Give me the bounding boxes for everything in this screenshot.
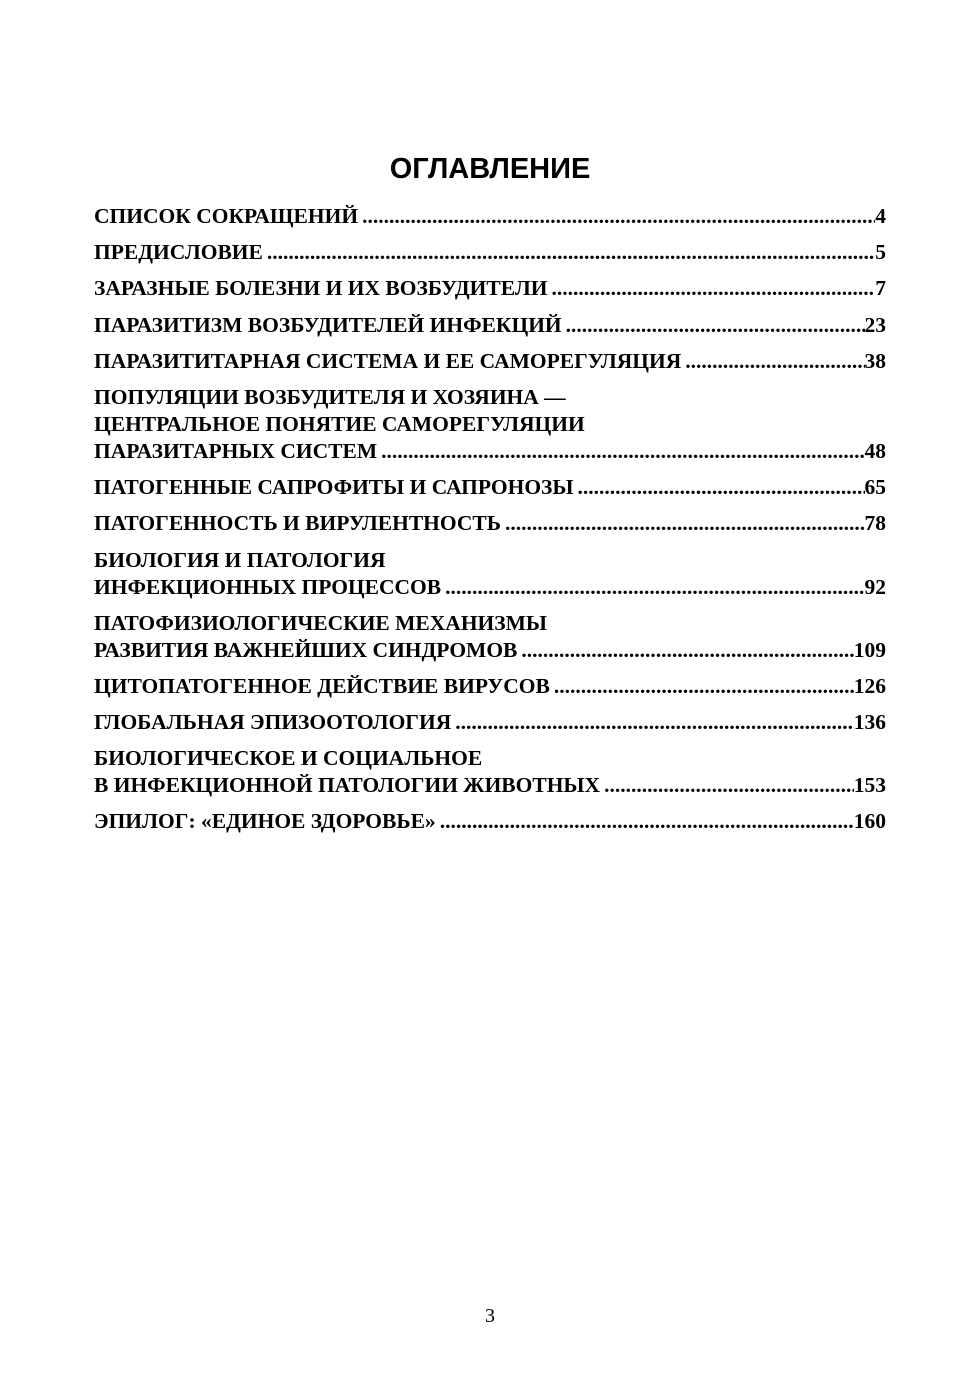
toc-entry-title: ЗАРАЗНЫЕ БОЛЕЗНИ И ИХ ВОЗБУДИТЕЛИ [94,276,548,301]
dot-leader [562,312,865,339]
page-number: 3 [485,1305,495,1327]
toc-entry[interactable] [94,808,886,835]
toc-entry-title: РАЗВИТИЯ ВАЖНЕЙШИХ СИНДРОМОВ [94,637,518,662]
toc-entry[interactable] [94,474,886,501]
toc-entry-page-number: 109 [853,637,886,662]
dot-leader [451,709,854,736]
toc-entry-page-number: 5 [875,240,886,265]
toc-entry-title: ПАТОГЕННЫЕ САПРОФИТЫ И САПРОНОЗЫ [94,475,574,500]
toc-entry-title: ЦИТОПАТОГЕННОЕ ДЕЙСТВИЕ ВИРУСОВ [94,673,550,698]
toc-entry-title: ПАРАЗИТИТАРНАЯ СИСТЕМА И ЕЕ САМОРЕГУЛЯЦИЯ [94,348,682,373]
toc-entry-leader-row [94,709,886,736]
dot-leader [517,637,853,664]
dot-leader [501,510,865,537]
toc-entry-page-number: 126 [853,673,886,698]
toc-entry-title: ПАРАЗИТИЗМ ВОЗБУДИТЕЛЕЙ ИНФЕКЦИЙ [94,312,562,337]
toc-entry[interactable] [94,510,886,537]
toc-entry[interactable] [94,275,886,302]
toc-entry-leader-row [94,637,886,664]
dot-leader [436,808,854,835]
toc-entry-title-line: ЦЕНТРАЛЬНОЕ ПОНЯТИЕ САМОРЕГУЛЯЦИИ [94,411,585,436]
toc-entry-title: В ИНФЕКЦИОННОЙ ПАТОЛОГИИ ЖИВОТНЫХ [94,773,601,798]
toc-entry-title: ПАРАЗИТАРНЫХ СИСТЕМ [94,438,378,463]
toc-entry-leader-row [94,673,886,700]
dot-leader [600,772,854,799]
toc-entry-page-number: 48 [864,438,886,463]
toc-entry-page-number: 4 [875,204,886,228]
toc-entry-leader-row [94,772,886,799]
dot-leader [574,474,865,501]
toc-entry-leader-row [94,312,886,339]
toc-entry-leader-row [94,348,886,375]
dot-leader [681,348,864,375]
toc-entry-page-number: 65 [864,475,886,500]
toc-entry[interactable] [94,348,886,375]
toc-entry-leader-row [94,510,886,537]
toc-entry-title: ГЛОБАЛЬНАЯ ЭПИЗООТОЛОГИЯ [94,710,452,735]
toc-entry-leader-row [94,239,886,266]
toc-entry-leader-row [94,203,886,230]
toc-entry[interactable] [94,312,886,339]
toc-entry-page-number: 92 [864,574,886,599]
dot-leader [358,203,875,230]
toc-entry[interactable] [94,745,886,799]
toc-entry[interactable] [94,239,886,266]
dot-leader [263,239,875,266]
toc-entry-leader-row [94,275,886,302]
toc-entry-page-number: 38 [864,348,886,373]
dot-leader [550,673,854,700]
toc-entry-title-line: ПОПУЛЯЦИИ ВОЗБУДИТЕЛЯ И ХОЗЯИНА — [94,384,566,409]
toc-entry-title: СПИСОК СОКРАЩЕНИЙ [94,204,359,228]
toc-entry[interactable] [94,547,886,601]
toc-entry-page-number: 78 [864,511,886,536]
toc-entry-title: ИНФЕКЦИОННЫХ ПРОЦЕССОВ [94,574,442,599]
toc-entry-title: ПАТОГЕННОСТЬ И ВИРУЛЕНТНОСТЬ [94,511,501,536]
toc-entry-page-number: 23 [864,312,886,337]
toc-entry[interactable] [94,384,886,465]
toc-entry-leader-row [94,574,886,601]
toc-entry-title-line: БИОЛОГИЯ И ПАТОЛОГИЯ [94,547,386,572]
dot-leader [548,275,876,302]
toc-entry-title: ЭПИЛОГ: «ЕДИНОЕ ЗДОРОВЬЕ» [94,809,436,834]
dot-leader [377,438,864,465]
dot-leader [441,574,864,601]
table-of-contents [94,203,886,845]
toc-entry[interactable] [94,673,886,700]
toc-entry-page-number: 7 [875,276,886,301]
toc-entry[interactable] [94,610,886,664]
toc-entry-page-number: 160 [853,809,886,834]
toc-entry-leader-row [94,474,886,501]
toc-entry-leader-row [94,438,886,465]
toc-entry-page-number: 136 [853,710,886,735]
toc-entry-leader-row [94,808,886,835]
toc-entry-title: ПРЕДИСЛОВИЕ [94,240,263,265]
toc-entry-title-line: ПАТОФИЗИОЛОГИЧЕСКИЕ МЕХАНИЗМЫ [94,610,548,635]
toc-entry-title-line: БИОЛОГИЧЕСКОЕ И СОЦИАЛЬНОЕ [94,746,483,771]
toc-entry[interactable] [94,709,886,736]
page-title: ОГЛАВЛЕНИЕ [389,153,591,185]
toc-entry-page-number: 153 [853,773,886,798]
toc-entry[interactable] [94,203,886,230]
